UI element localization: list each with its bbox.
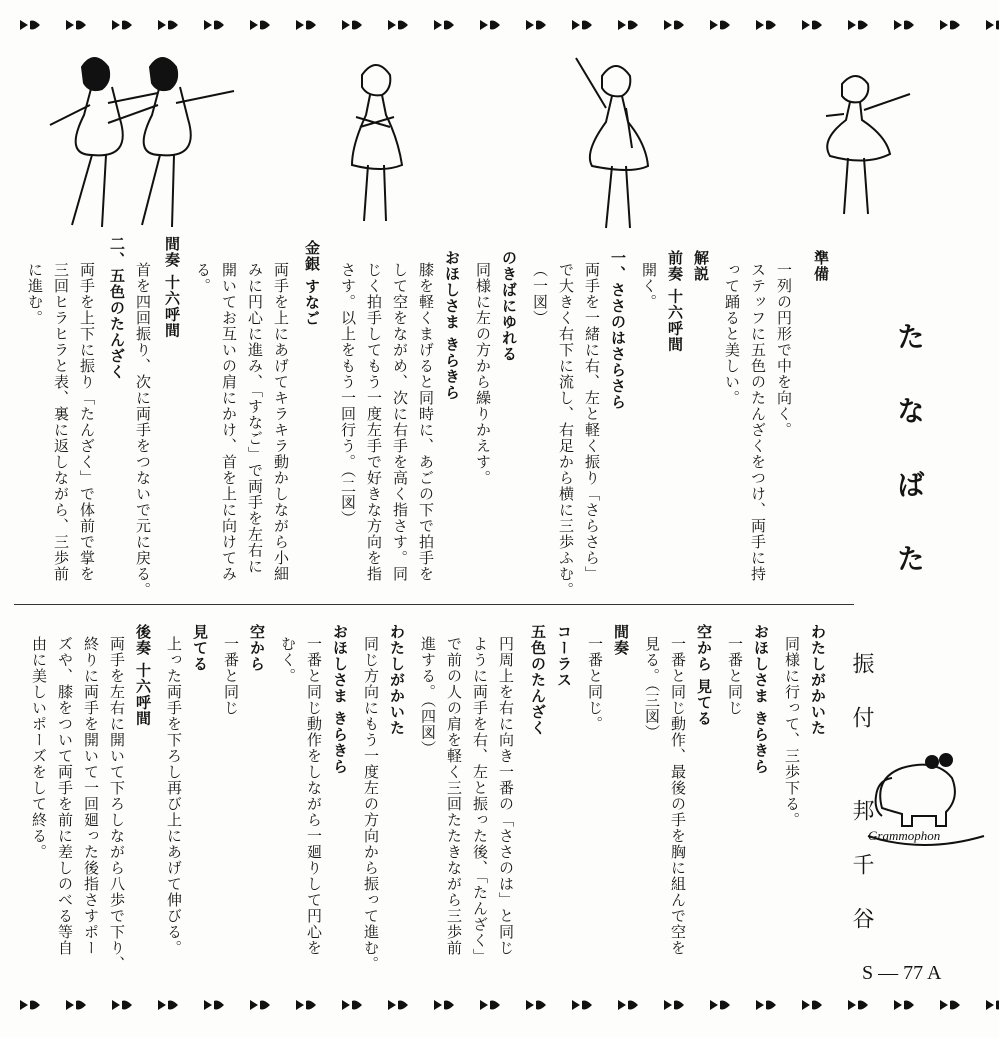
section-heading: 準備 (812, 250, 830, 282)
figure-2-dancer-icon (330, 55, 420, 225)
border-arrow-icon (64, 17, 92, 33)
border-arrow-icon (800, 17, 828, 33)
section-heading: わたしがかいた (809, 624, 827, 736)
section-heading: のきばにゆれる (500, 250, 518, 362)
border-arrow-icon (156, 997, 184, 1013)
instruction-text: で大きく右下に流し、右足から横に三歩ふむ。 (557, 262, 575, 598)
instruction-text: さす。以上をもう一回行う。（二図） (339, 262, 357, 527)
border-arrow-icon (478, 997, 506, 1013)
bottom-border (0, 988, 999, 1022)
border-arrow-icon (570, 997, 598, 1013)
instruction-text: 両手を一緒に右、左と軽く振り「さらさら」 (583, 262, 601, 582)
top-border (0, 8, 999, 42)
instruction-text: 開いてお互いの肩にかけ、首を上に向けてみ (220, 262, 238, 582)
instruction-text: 一番と同じ。 (586, 636, 604, 732)
border-arrow-icon (754, 17, 782, 33)
instruction-text: 膝を軽くまげると同時に、あごの下で拍手を (417, 262, 435, 582)
border-arrow-icon (202, 17, 230, 33)
instruction-text: で前の人の肩を軽く三回たたきながら三歩前 (445, 636, 463, 956)
instruction-text: ズや、膝をついて両手を前に差しのべる等自 (56, 636, 74, 956)
section-heading: 間奏 十六呼間 (163, 236, 181, 339)
instruction-text: むく。 (279, 636, 297, 684)
border-arrow-icon (64, 997, 92, 1013)
border-arrow-icon (846, 17, 874, 33)
instruction-text: ように両手を右、左と振った後、「たんざく」 (471, 636, 489, 965)
instruction-text: じく拍手してもう一度左手で好きな方向を指 (365, 262, 383, 582)
instruction-text: 進する。（四図） (419, 636, 437, 757)
border-arrow-icon (340, 17, 368, 33)
border-arrow-icon (892, 17, 920, 33)
instruction-text: 三回ヒラヒラと表、裏に返しながら、三歩前 (52, 262, 70, 582)
section-divider (14, 604, 854, 605)
section-heading: 間奏 (612, 624, 630, 656)
border-arrow-icon (18, 17, 46, 33)
instruction-text: 一番と同じ動作、最後の手を胸に組んで空を (669, 636, 687, 956)
instruction-text: 両手を上下に振り「たんざく」で体前で掌を (78, 262, 96, 582)
border-arrow-icon (938, 997, 966, 1013)
border-arrow-icon (294, 17, 322, 33)
section-heading: おほしさま きらきら (331, 624, 349, 775)
instruction-text: 一番と同じ (726, 636, 744, 716)
instruction-text: みに円心に進み、「すなご」で両手を左右に (246, 262, 264, 575)
border-arrow-icon (110, 17, 138, 33)
instruction-text: 首を四回振り、次に両手をつないで元に戻る。 (134, 262, 152, 598)
instruction-text: 同じ方向にもう一度左の方向から振って進む。 (362, 636, 380, 972)
choreographer: 振付 邦千谷 (849, 652, 874, 961)
section-heading: 前奏 十六呼間 (666, 250, 684, 353)
border-arrow-icon (202, 997, 230, 1013)
border-arrow-icon (340, 997, 368, 1013)
section-heading: 後奏 十六呼間 (134, 624, 152, 727)
section-heading: おほしさま きらきら (443, 250, 461, 401)
border-arrow-icon (432, 997, 460, 1013)
border-arrow-icon (662, 997, 690, 1013)
border-arrow-icon (754, 997, 782, 1013)
border-arrow-icon (524, 997, 552, 1013)
section-heading: 一、ささのはさらさら (609, 250, 627, 410)
instruction-text: 上った両手を下ろし再び上にあげて伸びる。 (165, 636, 183, 956)
instruction-text: 両手を上にあげてキラキラ動かしながら小細 (272, 262, 290, 582)
section-heading: 金銀 すなご (303, 240, 321, 327)
instruction-text: る。 (194, 262, 212, 294)
instruction-text: 由に美しいポーズをして終る。 (30, 636, 48, 860)
section-heading: 見てる (191, 624, 209, 672)
section-heading: おほしさま きらきら (752, 624, 770, 775)
border-arrow-icon (616, 997, 644, 1013)
instruction-text: 見る。（三図） (643, 636, 661, 741)
border-arrow-icon (708, 997, 736, 1013)
border-arrow-icon (984, 997, 999, 1013)
instruction-text: （一図） (531, 262, 549, 326)
border-arrow-icon (708, 17, 736, 33)
section-heading: わたしがかいた (388, 624, 406, 736)
border-arrow-icon (800, 997, 828, 1013)
instruction-text: 開く。 (640, 262, 658, 310)
border-arrow-icon (248, 17, 276, 33)
elephant-logo-icon (862, 748, 990, 848)
figure-3-dancer-icon (560, 50, 660, 235)
instruction-text: 一番と同じ (222, 636, 240, 716)
border-arrow-icon (156, 17, 184, 33)
border-arrow-icon (248, 997, 276, 1013)
catalog-number: S — 77 A (862, 962, 942, 984)
section-heading: 解説 (692, 250, 710, 282)
border-arrow-icon (294, 997, 322, 1013)
border-arrow-icon (432, 17, 460, 33)
border-arrow-icon (386, 997, 414, 1013)
border-arrow-icon (938, 17, 966, 33)
border-arrow-icon (662, 17, 690, 33)
instruction-text: ステッフに五色のたんざくをつけ、両手に持 (749, 262, 767, 582)
section-heading: 空から (248, 624, 266, 672)
instruction-text: して空をながめ、次に右手を高く指さす。同 (391, 262, 409, 582)
section-heading: 五色のたんざく (529, 624, 547, 736)
border-arrow-icon (386, 17, 414, 33)
instruction-text: 両手を左右に開いて下ろしながら八歩で下り、 (108, 636, 126, 972)
border-arrow-icon (524, 17, 552, 33)
border-arrow-icon (846, 997, 874, 1013)
border-arrow-icon (984, 17, 999, 33)
instruction-text: って踊ると美しい。 (723, 262, 741, 406)
instruction-text: 同様に左の方から繰りかえす。 (474, 262, 492, 486)
border-arrow-icon (892, 997, 920, 1013)
border-arrow-icon (18, 997, 46, 1013)
figure-4-dancer-icon (808, 70, 918, 220)
instruction-text: に進む。 (26, 262, 44, 326)
logo-text: Grammophon (868, 828, 941, 843)
border-arrow-icon (570, 17, 598, 33)
section-heading: 空から 見てる (695, 624, 713, 727)
border-arrow-icon (478, 17, 506, 33)
instruction-text: 一列の円形で中を向く。 (775, 262, 793, 438)
figure-1-dancers-icon (20, 45, 250, 235)
section-heading: 二、五色のたんざく (108, 236, 126, 380)
instruction-text: 円周上を右に向き一番の「ささのは」と同じ (497, 636, 515, 956)
song-title: たなばた (893, 322, 926, 618)
instruction-text: 同様に行って、三歩下る。 (783, 636, 801, 828)
border-arrow-icon (110, 997, 138, 1013)
section-heading: コーラス (555, 624, 573, 688)
instruction-text: 終りに両手を開いて一回廻った後指さすポー (82, 636, 100, 956)
border-arrow-icon (616, 17, 644, 33)
instruction-text: 一番と同じ動作をしながら一廻りして円心を (305, 636, 323, 956)
